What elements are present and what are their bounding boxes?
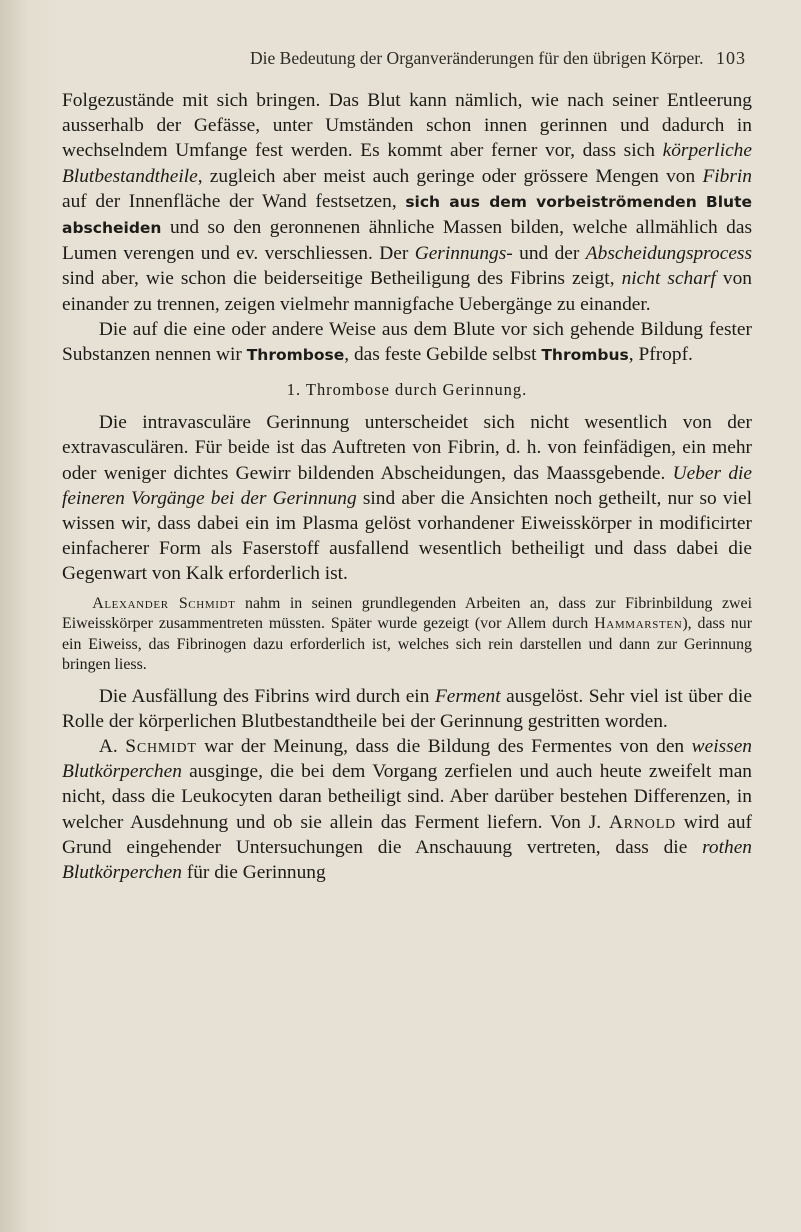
text-span: Die intravasculäre Gerinnung unterscheidet sich nicht wesentlich von der extravasculären. Für beide ist das Auftreten von Fibrin, d. h. von feinfädigen, ein mehr oder weniger dichtes Gewirr bildenden Abscheidungen, das Maassgebende. [62,412,752,484]
text-span: , zugleich aber meist auch geringe oder grössere Mengen von [197,165,703,187]
text-span: Die Ausfällung des Fibrins wird durch ein [98,685,435,707]
text-span: nahm in seinen grundlegenden Arbeiten an, dass zur Fibrinbildung zwei Eiweisskörper zusammentreten müssten. Später wurde gezeigt (vor Allem durch [62,594,752,633]
paragraph-6 [62,734,752,885]
emphasis: Ueber die feineren Vorgänge bei der Gerinnung [62,462,753,509]
bold-term: Thrombose [246,346,345,365]
paragraph-5 [62,684,752,734]
text-span: war der Meinung, dass die Bildung des Fermentes von den [196,736,692,758]
author-name: Alexander Schmidt [92,594,236,612]
text-span: von einander zu trennen, zeigen vielmehr mannigfache Uebergänge zu einander. [62,268,752,315]
emphasis: körperliche Blutbestandtheile [62,140,752,187]
body-text [62,88,752,885]
text-span: ausgelöst. Sehr viel ist über die Rolle der körperlichen Blutbestandtheile bei der Gerinnung gestritten worden. [62,685,752,732]
emphasis: Fibrin [702,165,752,187]
text-span: sind aber die Ansichten noch getheilt, nur so viel wissen wir, dass dabei ein im Plasma gelöst vorhandener Eiweisskörper in modificirter einfacherer Form als Faserstoff ausfallend wesentlich betheiligt und dass dabei die Gegenwart von Kalk erforderlich ist. [62,487,752,585]
text-span: und der [512,243,586,265]
text-span: , Pfropf. [628,344,693,366]
text-span: und so den geronnenen ähnliche Massen bilden, welche allmählich das Lumen verengen und ev. verschliessen. Der [62,217,752,265]
emphasis: Abscheidungsprocess [585,243,753,265]
running-head [250,48,746,69]
text-span: Die auf die eine oder andere Weise aus dem Blute vor sich gehende Bildung fester Substanzen nennen wir [62,318,752,366]
text-span: Folgezustände mit sich bringen. Das Blut kann nämlich, wie nach seiner Entleerung ausserhalb der Gefässe, unter Umständen schon innen gerinnen und dadurch in wechselndem Umfange fest werden. Es kommt aber ferner vor, dass sich [62,90,752,162]
text-span: wird auf Grund eingehender Untersuchungen die Anschauung vertreten, dass die [62,811,753,858]
paragraph-3 [62,410,752,586]
text-span: ausginge, die bei dem Vorgang zerfielen und auch heute zweifelt man nicht, dass die Leukocyten daran betheiligt sind. Aber darüber bestehen Differenzen, in welcher Ausdehnung und ob sie allein das Ferment liefern. Von J. [62,761,752,833]
author-name: Hammarsten [594,615,683,633]
text-span: , das feste Gebilde selbst [344,344,542,366]
paragraph-2 [62,317,752,368]
emphasis: Gerinnungs- [414,243,513,265]
emphasis: weissen Blutkörperchen [62,736,752,783]
emphasis: Ferment [434,685,501,707]
author-name: Schmidt [125,736,197,758]
text-span: A. [98,736,126,758]
paragraph-1 [62,88,752,317]
text-span: sind aber, wie schon die beiderseitige Betheiligung des Fibrins zeigt, [62,268,622,290]
text-span: für die Gerinnung [181,862,326,884]
author-name: Arnold [609,811,676,833]
section-heading: 1. Thrombose durch Gerinnung. [286,380,528,400]
bold-term: Thrombus [541,346,629,365]
emphasis: rothen Blutkörperchen [62,836,752,884]
paragraph-small-print [62,594,752,676]
emphasis: nicht scharf [621,268,716,290]
text-span: ), dass nur ein Eiweiss, das Fibrinogen dazu erforderlich ist, welches sich rein darstellen und dann zur Gerinnung bringen liess. [62,615,752,674]
page-number: 103 [716,48,746,68]
running-title: Die Bedeutung der Organveränderungen für den übrigen Körper. [250,48,704,68]
text-span: auf der Innenfläche der Wand festsetzen, [62,190,406,212]
bold-term: sich aus dem vorbeiströmenden Blute abscheiden [62,192,752,238]
